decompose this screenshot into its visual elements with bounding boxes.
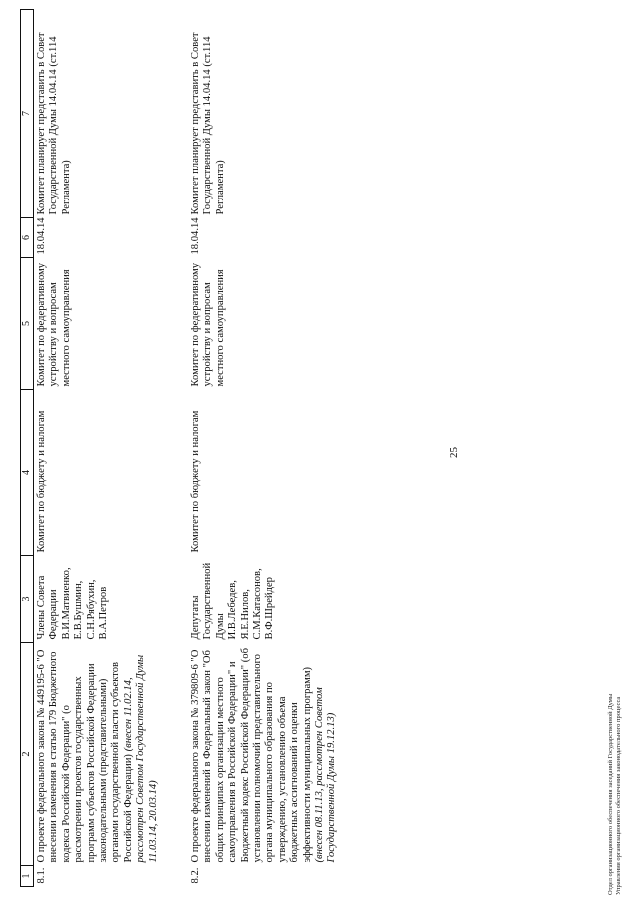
co-committee-cell: Комитет по федеративному устройству и вопросам местного самоуправления (36, 262, 72, 387)
bills-table (20, 9, 339, 887)
footer-line-2: Управления организационного обеспечения законодательного процесса (615, 696, 622, 895)
table-row (188, 10, 339, 887)
column-header-6: 6 (21, 218, 34, 258)
column-header-3: 3 (21, 556, 34, 643)
page-number: 25 (448, 447, 460, 458)
page-footer (607, 495, 623, 895)
column-header-4: 4 (21, 390, 34, 556)
column-header-2: 2 (21, 643, 34, 866)
footer-line-1: Отдел организационного обеспечения заседаний Государственной Думы (607, 693, 614, 895)
co-committee-cell: Комитет по федеративному устройству и вопросам местного самоуправления (190, 262, 226, 387)
authors-cell: Депутаты Государственной Думы И.В.Лебедев, Я.Е.Нилов, С.М.Катасонов, В.Ф.Шрейдер (190, 562, 276, 640)
column-header-7: 7 (21, 10, 34, 218)
row-number: 8.1. (36, 867, 47, 884)
column-header-5: 5 (21, 258, 34, 390)
table-header-row (21, 10, 34, 887)
committee-cell: Комитет по бюджету и налогам (190, 410, 201, 553)
bill-cell (34, 643, 189, 866)
date-cell: 18.04.14 (36, 217, 47, 255)
authors-cell: Члены Совета Федерации В.И.Матвиенко, Е.В.Бушмин, С.Н.Рябухин, В.А.Петров (36, 567, 110, 640)
bill-note: (внесен 08.11.13, рассмотрен Советом Государственной Думы 19.12.13) (314, 687, 338, 863)
action-cell: Комитет планирует представить в Совет Государственной Думы 14.04.14 (ст.114 Регламента) (190, 32, 226, 215)
date-cell: 18.04.14 (190, 217, 201, 255)
bill-title: О проекте федерального закона № 379809-6 "О внесении изменений в Федеральный закон "Об общих принципах организации местного самоуправления в Российской Федерации" и Бюджетный кодекс Российской Федерации" (об установлении полномочий представительного органа муниципального образования по утверждению, установлению объема бюджетных ассигнований и оценки эффективности муниципальных программ) (190, 648, 313, 863)
bill-cell (188, 643, 339, 866)
table-row (34, 10, 189, 887)
column-header-1: 1 (21, 866, 34, 887)
bill-title: О проекте федерального закона № 449195-6 "О внесении изменения в статью 179 Бюджетного кодекса Российской Федерации" (о рассмотрении проектов государственных программ субъектов Российской Федерации законодательными (представительными) органами государственной власти субъектов Российской Федерации) (36, 649, 134, 863)
action-cell: Комитет планирует представить в Совет Государственной Думы 14.04.14 (ст.114 Регламента) (36, 32, 72, 215)
row-number: 8.2. (190, 867, 201, 884)
bill-note: (внесен 11.02.14, рассмотрен Советом Государственной Думы 11.03.14, 20.03.14) (122, 654, 159, 863)
committee-cell: Комитет по бюджету и налогам (36, 410, 47, 553)
